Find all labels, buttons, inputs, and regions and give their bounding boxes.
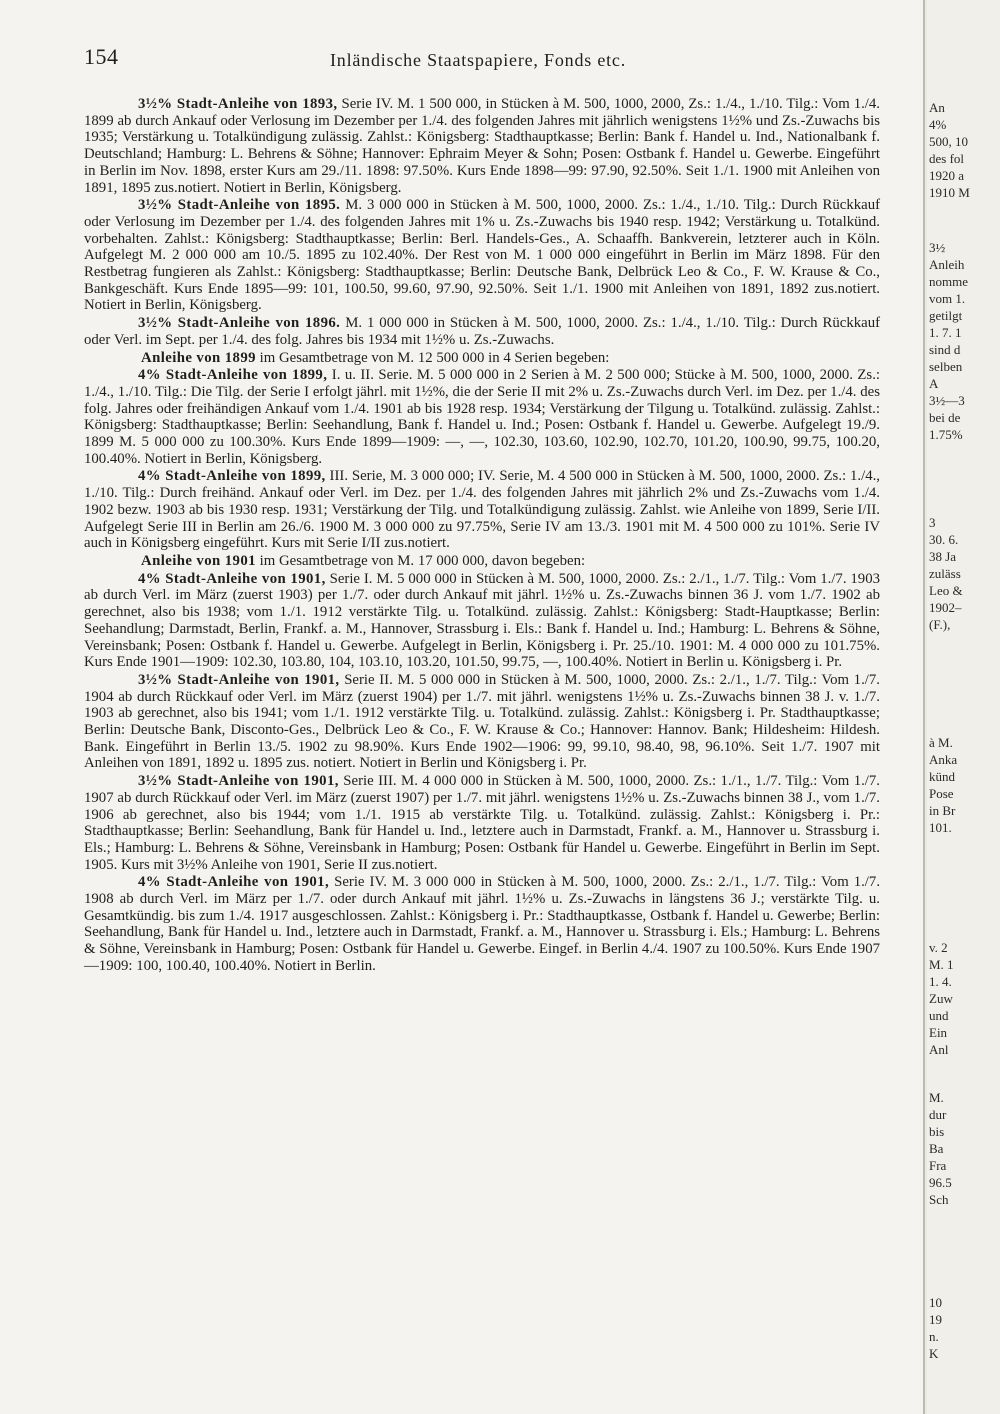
bond-entry: [84, 773, 880, 873]
running-head: Inländische Staatspapiere, Fonds etc.: [330, 50, 627, 70]
adjacent-page-fragment: 500, 10: [929, 134, 968, 149]
entry-text: Serie IV. M. 3 000 000 in Stücken à M. 500, 1000, 2000. Zs.: 2./1., 1./7. Tilg.: Vom 1./7. 1908 ab durch Verl. im März per 1./7. oder durch Ankauf mit jährl. 1½% u. Zs.-Zuwachs in längstens 36 J.; verstärkte Tilg. u. Gesamtkündig. bis zum 1./4. 1917 ausgeschlossen. Zahlst.: Königsberg i. Pr.: Stadthauptkasse, Ostbank f. Handel u. Gewerbe; Berlin: Seehandlung, Bank für Handel u. Ind., letztere auch in Darmstadt, Frankf. a. M., Hannover u. Strassburg i. Els.; Hamburg: L. Behrens & Söhne, Vereinsbank in Hamburg; Posen: Ostbank für Handel u. Gewerbe. Eingef. in Berlin 4./4. 1907 zu 100.50%. Kurs Ende 1907—1909: 100, 100.40, 100.40%. Notiert in Berlin.: [84, 874, 881, 974]
adjacent-page-fragment: M.: [929, 1090, 944, 1105]
adjacent-page-fragment: 1. 4.: [929, 974, 952, 989]
adjacent-page-fragment: selben: [929, 359, 963, 374]
entry-title: 3½% Stadt-Anleihe von 1901,: [138, 773, 339, 790]
bond-entry: [84, 571, 880, 671]
bond-entry: [84, 197, 880, 314]
entry-title: 3½% Stadt-Anleihe von 1896.: [138, 315, 341, 332]
bond-entry: [84, 874, 880, 974]
adjacent-page-fragment: nomme: [929, 274, 968, 289]
adjacent-page-fragment: M. 1: [929, 957, 954, 972]
adjacent-page-fragment: zuläss: [929, 566, 961, 581]
entry-title: 4% Stadt-Anleihe von 1899,: [138, 367, 328, 384]
adjacent-page-fragment: Fra: [929, 1158, 947, 1173]
entry-title: 3½% Stadt-Anleihe von 1893,: [138, 96, 338, 112]
adjacent-page-fragment: 1920 a: [929, 168, 965, 183]
adjacent-page-fragment: des fol: [929, 151, 965, 166]
adjacent-page-fragment: v. 2: [929, 940, 948, 955]
adjacent-page-fragment: Sch: [929, 1192, 949, 1207]
adjacent-page-fragment: und: [929, 1008, 949, 1023]
adjacent-page-fragment: 4%: [929, 117, 947, 132]
adjacent-page-edge: [927, 0, 1000, 1414]
adjacent-page-fragment: 30. 6.: [929, 532, 959, 547]
adjacent-page-fragment: in Br: [929, 803, 956, 818]
adjacent-page-fragment: Anleih: [929, 257, 965, 272]
adjacent-page-fragment: An: [929, 100, 945, 115]
adjacent-page-fragment: bei de: [929, 410, 961, 425]
adjacent-page-fragment: 1. 7. 1: [929, 325, 962, 340]
page-number: 154: [84, 44, 119, 69]
adjacent-page-fragment: vom 1.: [929, 291, 966, 306]
adjacent-page-fragment: (F.),: [929, 617, 951, 632]
adjacent-page-fragment: 1.75%: [929, 427, 963, 442]
bond-entry: [84, 315, 880, 348]
adjacent-page-fragment: Anka: [929, 752, 958, 767]
bond-entry: [84, 96, 880, 196]
adjacent-page-fragment: 96.5: [929, 1175, 952, 1190]
section-heading-paragraph: [84, 553, 880, 570]
page-body: [84, 96, 880, 976]
adjacent-page-fragment: 10: [929, 1295, 942, 1310]
adjacent-page-fragment: K: [929, 1346, 939, 1361]
bond-entry: [84, 367, 880, 467]
adjacent-page-fragment: 3½—3: [929, 393, 965, 408]
adjacent-page-fragment: bis: [929, 1124, 945, 1139]
adjacent-page-fragment: A: [929, 376, 939, 391]
entry-title: Anleihe von 1899: [141, 349, 256, 366]
adjacent-page-fragment: 19: [929, 1312, 942, 1327]
page-header: [84, 44, 879, 76]
entry-title: Anleihe von 1901: [141, 552, 256, 569]
entry-text: Serie IV. M. 1 500 000, in Stücken à M. 500, 1000, 2000, Zs.: 1./4., 1./10. Tilg.: Vom 1./4. 1899 ab durch Ankauf oder Verlosung im Dezember per 1./4. des folgenden Jahres mit jährlich wenigstens 1½% und Zs.-Zuwachs bis 1935; Verstärkung u. Totalkündigung zulässig. Zahlst.: Königsberg: Stadthauptkasse; Berlin: Bank f. Handel u. Ind., Nationalbank f. Deutschland; Hamburg: L. Behrens & Söhne; Hannover: Ephraim Meyer & Sohn; Posen: Ostbank f. Handel u. Gewerbe. Eingeführt in Berlin im Nov. 1898, erster Kurs am 29./11. 1898: 97.50%. Kurs Ende 1898—99: 97.90, 92.50%. Seit 1./1. 1900 mit Anleihen von 1891, 1895 zus.notiert. Notiert in Berlin, Königsberg.: [84, 96, 881, 196]
entry-text: Serie III. M. 4 000 000 in Stücken à M. 500, 1000, 2000. Zs.: 1./1., 1./7. Tilg.: Vom 1./7. 1907 ab durch Rückkauf oder Verl. im März (zuerst 1907) per 1./7. mit jährl. wenigstens 1½% u. Zs.-Zuwachs binnen 38 J., vom 1./7. 1906 ab gerechnet, also bis 1944; vom 1./1. 1915 ab verstärkte Tilg. u. Totalkünd. zulässig. Zahlst.: Königsberg i. Pr.: Stadthauptkasse; Berlin: Seehandlung, Bank für Handel u. Ind., letztere auch in Darmstadt, Frankf. a. M., Hannover u. Strassburg i. Els.; Hamburg: L. Behrens & Söhne, Vereinsbank in Hamburg; Posen: Ostbank für Handel u. Gewerbe. Eingeführt in Berlin im Sept. 1905. Kurs mit 3½% Anleihe von 1901, Serie II zus.notiert.: [84, 773, 881, 873]
adjacent-page-fragment: Zuw: [929, 991, 953, 1006]
adjacent-page-fragment: getilgt: [929, 308, 963, 323]
adjacent-page-fragment: n.: [929, 1329, 939, 1344]
entry-text: Serie II. M. 5 000 000 in Stücken à M. 500, 1000, 2000. Zs.: 2./1., 1./7. Tilg.: Vom 1./7. 1904 ab durch Rückkauf oder Verl. im März (zuerst 1904) per 1./7. mit jährl. wenigstens 1½% u. Zs.-Zuwachs binnen 38 J. v. 1./7. 1903 ab gerechnet, also bis 1941; vom 1./1. 1912 verstärkte Tilg. u. Totalkünd. zulässig. Zahlst.: Königsberg i. Pr. Stadthauptkasse; Berlin: Deutsche Bank, Disconto-Ges., Delbrück Leo & Co., F. W. Krause & Co.; Hannover: Hannov. Bank; Hildesheim: Hildesh. Bank. Eingeführt in Berlin 13./5. 1902 zu 98.90%. Kurs Ende 1902—1906: 99, 99.10, 98.40, 98, 96.10%. Seit 1./7. 1907 mit Anleihen von 1891, 1892 u. 1895 zus. notiert. Notiert in Berlin und Königsberg i. Pr.: [84, 671, 880, 772]
adjacent-page-fragment: 1910 M: [929, 185, 970, 200]
adjacent-page-fragment: dur: [929, 1107, 947, 1122]
adjacent-page-fragment: à M.: [929, 735, 953, 750]
entry-title: 4% Stadt-Anleihe von 1901,: [138, 570, 326, 587]
entry-text: M. 1 000 000 in Stücken à M. 500, 1000, 2000. Zs.: 1./4., 1./10. Tilg.: Durch Rückkauf oder Verl. im Sept. per 1./4. des folg. Jahres bis 1934 mit 1½% u. Zs.-Zuwachs.: [84, 315, 881, 348]
entry-title: 4% Stadt-Anleihe von 1899,: [138, 468, 326, 485]
entry-text: im Gesamtbetrage von M. 17 000 000, davon begeben:: [259, 552, 586, 569]
adjacent-page-fragment: künd: [929, 769, 955, 784]
entry-title: 4% Stadt-Anleihe von 1901,: [138, 874, 330, 891]
adjacent-page-fragment: 1902–: [929, 600, 962, 615]
section-heading-paragraph: [84, 350, 880, 367]
adjacent-page-fragment: Anl: [929, 1042, 949, 1057]
entry-text: M. 3 000 000 in Stücken à M. 500, 1000, 2000. Zs.: 1./4., 1./10. Tilg.: Durch Rückkauf oder Verlosung im Dezember per 1./4. des folgenden Jahres mit 1% u. Zs.-Zuwachs bis 1940 resp. 1942; Verstärkung u. Totalkünd. vorbehalten. Zahlst.: Königsberg: Stadthauptkasse; Berlin: Berl. Handels-Ges., A. Schaaffh. Bankverein, letzterer auch in Köln. Aufgelegt M. 2 000 000 am 10./5. 1895 zu 102.40%. Der Rest von M. 1 000 000 eingeführt in Berlin im März 1898. Für den Restbetrag fungieren als Zahlst.: Königsberg: Stadthauptkasse; Berlin: Deutsche Bank, Delbrück Leo & Co., F. W. Krause & Co., Bankgeschäft. Kurs Ende 1895—99: 101, 100.50, 99.60, 97.90, 92.50%. Seit 1./1. 1900 mit Anleihen von 1891, 1892 zus.notiert. Notiert in Berlin, Königsberg.: [84, 197, 881, 314]
adjacent-page-fragment: 38 Ja: [929, 549, 957, 564]
entry-title: 3½% Stadt-Anleihe von 1895.: [138, 197, 341, 214]
bond-entry: [84, 672, 880, 772]
adjacent-page-fragment: 101.: [929, 820, 952, 835]
adjacent-page-fragment: Ba: [929, 1141, 944, 1156]
adjacent-page-fragment: Pose: [929, 786, 954, 801]
adjacent-page-fragment: 3: [929, 515, 936, 530]
entry-text: Serie I. M. 5 000 000 in Stücken à M. 500, 1000, 2000. Zs.: 2./1., 1./7. Tilg.: Vom 1./7. 1903 ab durch Verl. im März (zuerst 1903) per 1./7. oder durch Ankauf mit jährl. 1½% u. Zs.-Zuwachs binnen 36 J. vom 1./7. 1902 ab gerechnet, also bis 1938; vom 1./1. 1912 verstärkte Tilg. u. Totalkünd. zulässig. Zahlst.: Königsberg: Stadt-Hauptkasse; Berlin: Seehandlung; Darmstadt, Berlin, Frankf. a. M., Hannover, Strassburg i. Els.: Bank f. Handel u. Ind.; Hamburg: L. Behrens & Söhne, Vereinsbank; Posen: Ostbank f. Handel u. Gewerbe. Aufgelegt in Berlin, Königsberg i. Pr. 25./10. 1901: M. 4 000 000 zu 101.75%. Kurs Ende 1901—1909: 102.30, 103.80, 104, 103.10, 103.20, 101.50, 99.75, —, 100.40%. Notiert in Berlin u. Königsberg i. Pr.: [84, 570, 881, 671]
entry-title: 3½% Stadt-Anleihe von 1901,: [138, 671, 340, 688]
bond-entry: [84, 468, 880, 552]
entry-text: I. u. II. Serie. M. 5 000 000 in 2 Serien à M. 2 500 000; Stücke à M. 500, 1000, 2000. Zs.: 1./4., 1./10. Tilg.: Die Tilg. der Serie I erfolgt jährl. mit 1½%, die der Serie II mit 2% u. Zs.-Zuwachs durch Verl. im Dez. per 1./4. des folg. Jahres oder freihändigen Ankauf vom 1./4. 1901 ab bis 1928 resp. 1934; Verstärkung der Tilgung u. Totalkünd. zulässig. Zahlst.: Königsberg: Stadthauptkasse; Berlin: Seehandlung, Bank f. Handel u. Ind.; Posen: Ostbank f. Handel u. Gewerbe. Aufgelegt 19./9. 1899 M. 5 000 000 zu 100.30%. Kurs Ende 1899—1909: —, —, 102.30, 103.60, 102.90, 102.70, 101.20, 100.90, 99.75, 100.20, 100.40%. Notiert in Berlin, Königsberg.: [84, 367, 881, 467]
adjacent-page-fragment: 3½: [929, 240, 946, 255]
adjacent-page-fragment: Leo &: [929, 583, 963, 598]
entry-text: im Gesamtbetrage von M. 12 500 000 in 4 Serien begeben:: [259, 349, 610, 366]
adjacent-page-fragment: sind d: [929, 342, 961, 357]
entry-text: III. Serie, M. 3 000 000; IV. Serie, M. 4 500 000 in Stücken à M. 500, 1000, 2000. Zs.: 1./4., 1./10. Tilg.: Durch freihänd. Ankauf oder Verl. im Dez. per 1./4. des folgenden Jahres mit jährlich 2% und Zs.-Zuwachs vom 1./4. 1902 bezw. 1903 ab bis 1930 resp. 1931; Verstärkung der Tilg. und Totalkündigung zulässig. Zahlst. wie Anleihe von 1899, Serie I/II. Aufgelegt Serie III in Berlin am 26./6. 1900 M. 3 000 000 zu 97.75%, Serie IV am 13./3. 1901 mit M. 4 500 000 zu 101%. Serie IV auch in Königsberg eingeführt. Kurs mit Serie I/II zus.notiert.: [84, 468, 880, 552]
adjacent-page-fragment: Ein: [929, 1025, 948, 1040]
